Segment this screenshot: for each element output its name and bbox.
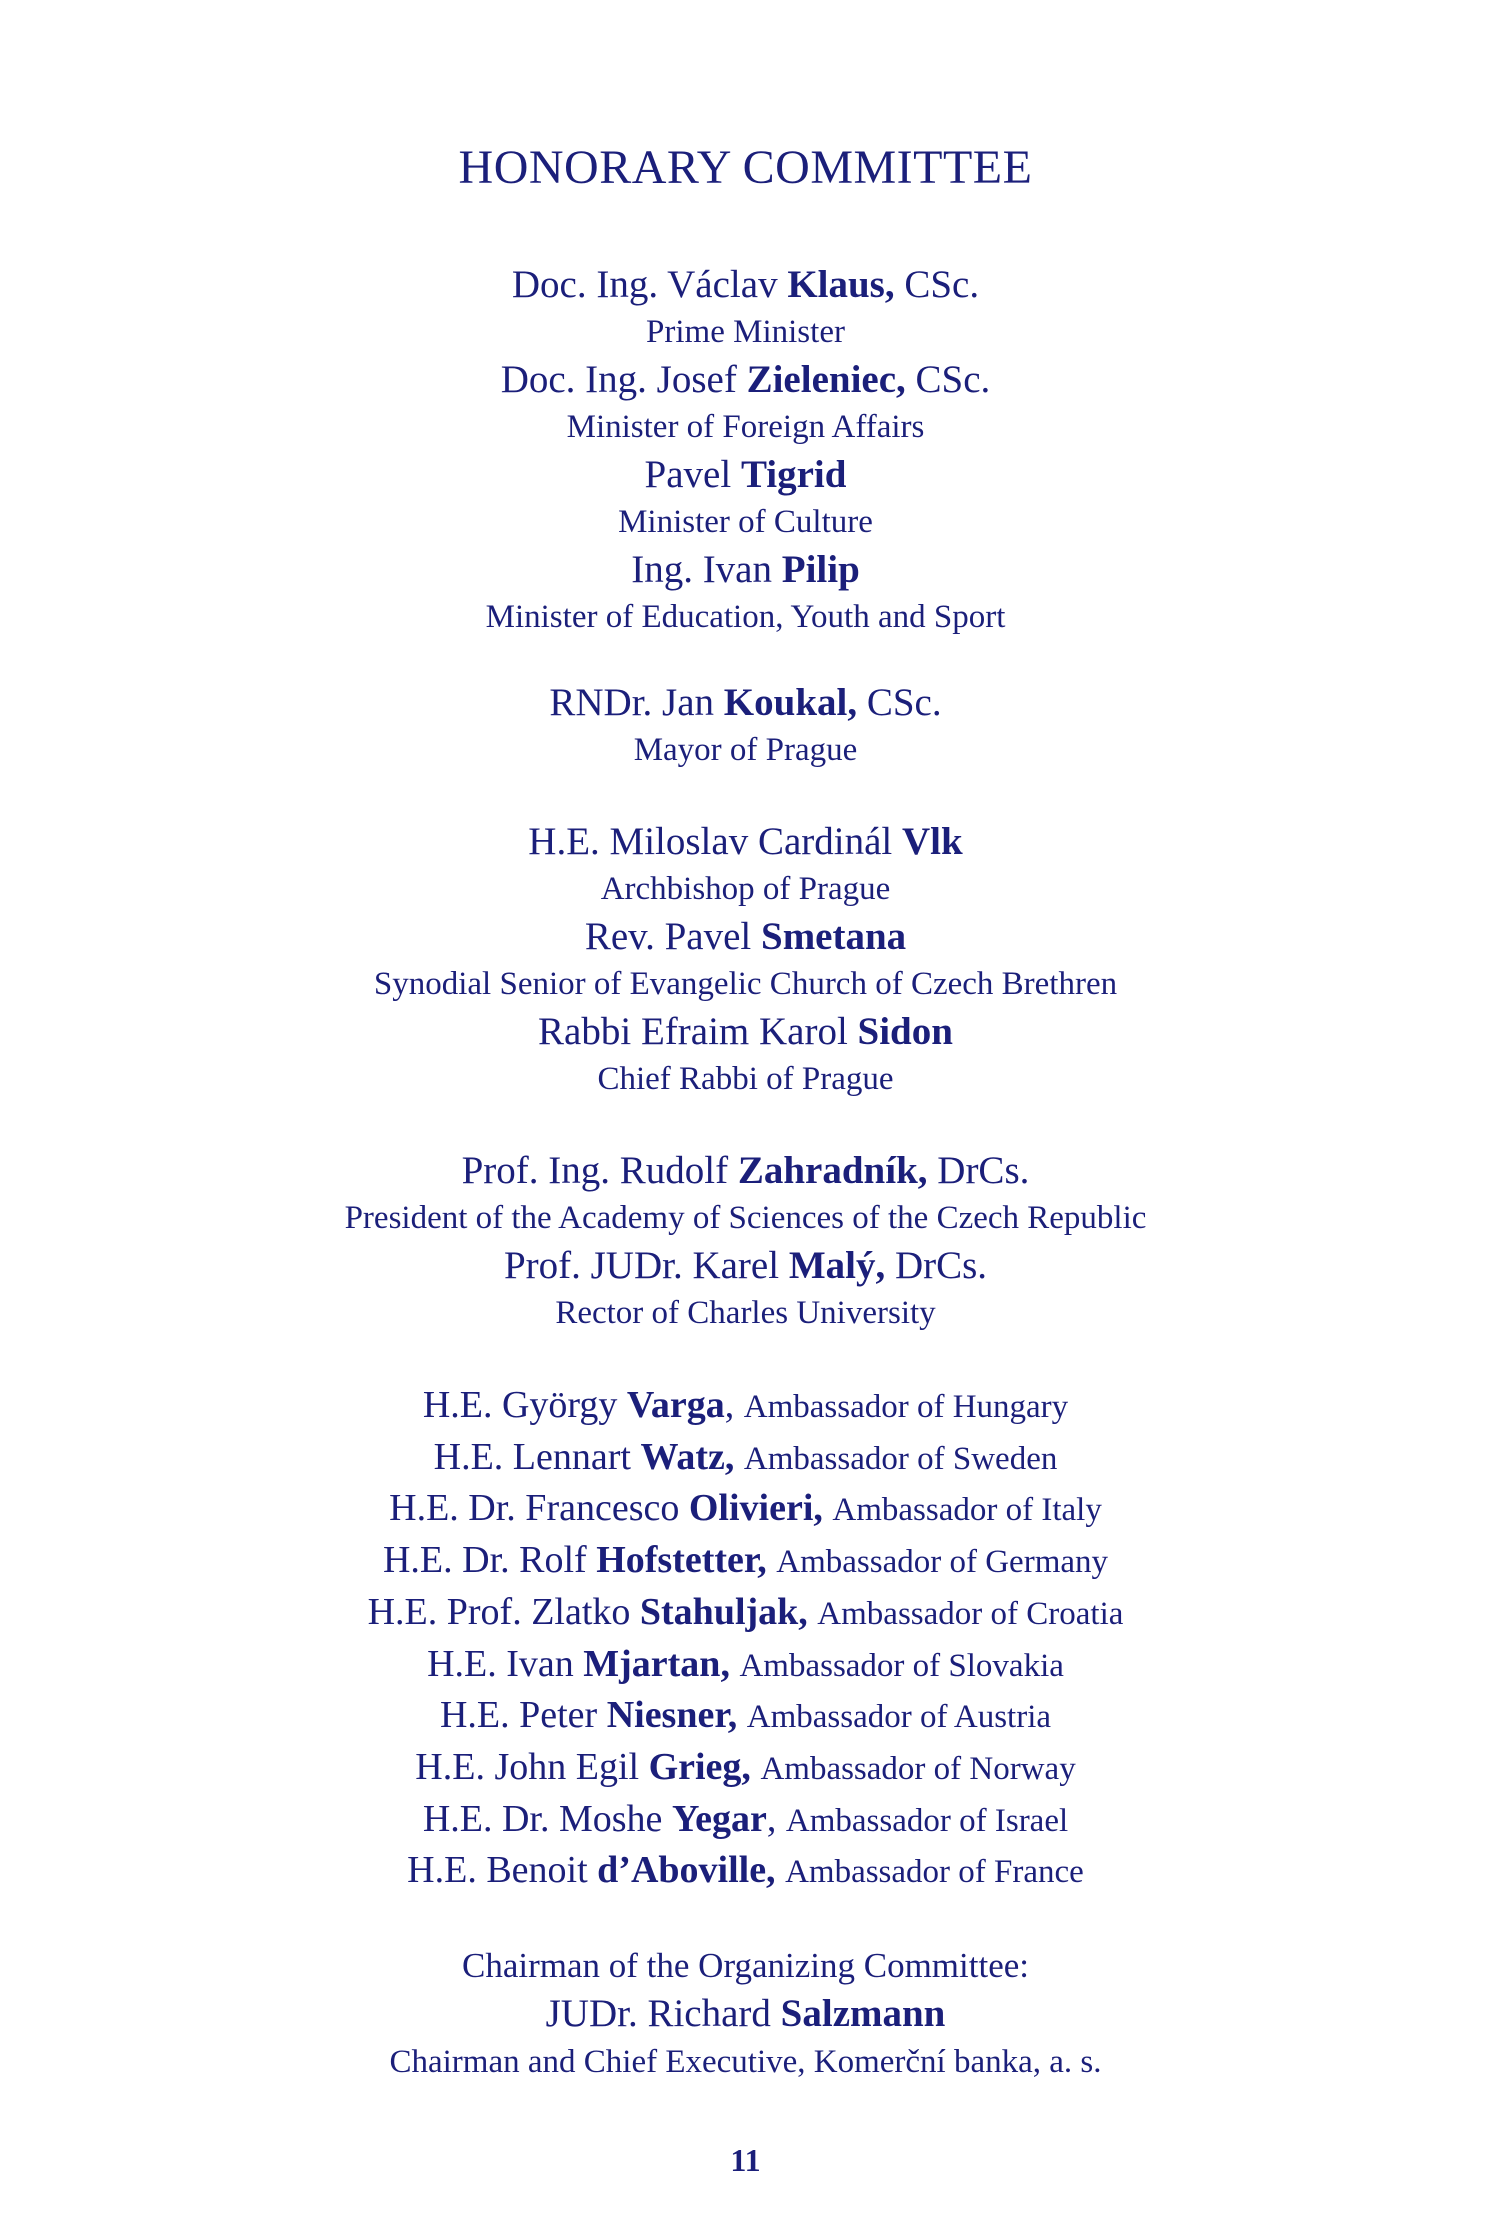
member-name: Doc. Ing. Josef Zieleniec, CSc.: [500, 358, 991, 401]
ambassador-line: H.E. Prof. Zlatko Stahuljak, Ambassador of Croatia: [367, 1590, 1124, 1633]
member-role: Minister of Education, Youth and Sport: [485, 599, 1006, 635]
member-role: Archbishop of Prague: [600, 871, 891, 907]
member-name: Prof. Ing. Rudolf Zahradník, DrCs.: [461, 1149, 1030, 1192]
government-group: [0, 262, 1491, 642]
member-role: Mayor of Prague: [633, 732, 858, 768]
chairman-label: Chairman of the Organizing Committee:: [461, 1946, 1029, 1986]
ambassador-line: H.E. Ivan Mjartan, Ambassador of Slovakia: [427, 1642, 1064, 1685]
ambassador-line: H.E. György Varga, Ambassador of Hungary: [422, 1384, 1069, 1426]
member-name: RNDr. Jan Koukal, CSc.: [549, 681, 942, 724]
member-name: Ing. Ivan Pilip: [631, 548, 860, 591]
ambassador-line: H.E. Dr. Rolf Hofstetter, Ambassador of Germany: [382, 1539, 1109, 1582]
member-role: Prime Minister: [646, 314, 845, 350]
ambassador-line: H.E. Dr. Moshe Yegar, Ambassador of Israel: [422, 1797, 1069, 1840]
ambassador-line: H.E. John Egil Grieg, Ambassador of Norway: [415, 1745, 1076, 1788]
member-role: Rector of Charles University: [555, 1295, 936, 1331]
member-role: Minister of Culture: [618, 504, 873, 540]
member-role: Minister of Foreign Affairs: [566, 409, 925, 445]
member-name: Prof. JUDr. Karel Malý, DrCs.: [503, 1244, 988, 1287]
chairman-role: Chairman and Chief Executive, Komerční banka, a. s.: [389, 2044, 1102, 2081]
ambassador-line: H.E. Lennart Watz, Ambassador of Sweden: [433, 1435, 1058, 1478]
member-name: Doc. Ing. Václav Klaus, CSc.: [511, 263, 980, 306]
academic-group: [0, 1148, 1491, 1338]
member-role: Synodial Senior of Evangelic Church of Czech Brethren: [373, 966, 1118, 1002]
chairman-section: [0, 1942, 1491, 2086]
member-name: Rev. Pavel Smetana: [584, 915, 907, 958]
chairman-name: JUDr. Richard Salzmann: [545, 1992, 946, 2036]
ambassador-line: H.E. Peter Niesner, Ambassador of Austria: [439, 1694, 1052, 1737]
member-name: H.E. Miloslav Cardinál Vlk: [528, 820, 963, 863]
ambassadors-group: [0, 1381, 1491, 1898]
ambassador-line: H.E. Dr. Francesco Olivieri, Ambassador of Italy: [389, 1487, 1102, 1530]
page-title: HONORARY COMMITTEE: [458, 141, 1033, 194]
city-group: [0, 680, 1491, 775]
page-number: 11: [730, 2142, 761, 2178]
member-role: President of the Academy of Sciences of the Czech Republic: [344, 1200, 1147, 1236]
member-name: Pavel Tigrid: [644, 453, 847, 496]
member-role: Chief Rabbi of Prague: [597, 1061, 894, 1097]
member-name: Rabbi Efraim Karol Sidon: [538, 1010, 953, 1053]
committee-list: [0, 262, 1491, 2086]
religious-group: [0, 819, 1491, 1104]
ambassador-line: H.E. Benoit d’Aboville, Ambassador of France: [407, 1849, 1084, 1892]
